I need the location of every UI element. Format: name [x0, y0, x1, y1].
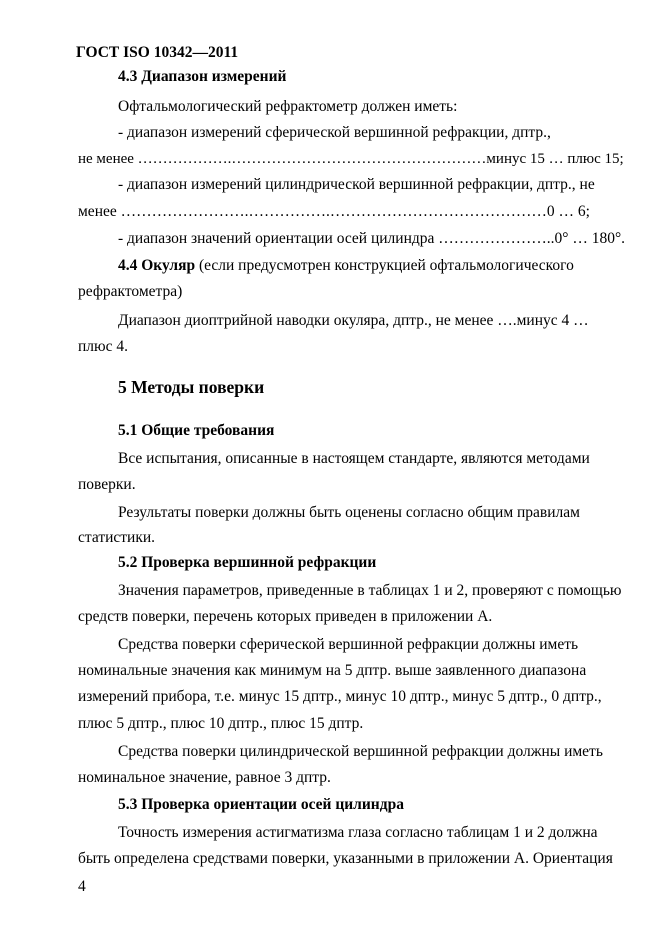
section-5-2-p1-line-2: средств поверки, перечень которых приведен в приложении А. [78, 608, 493, 625]
section-4-3-item-1-line-2: не менее ……………….……………………………………………минус 15 … плюс 15; [78, 151, 624, 167]
section-4-4-paragraph-line-2: плюс 4. [78, 338, 128, 355]
section-5-2-p2-line-1: Средства поверки сферической вершинной рефракции должны иметь [118, 636, 579, 653]
section-5-3-heading: 5.3 Проверка ориентации осей цилиндра [118, 796, 404, 813]
section-4-4-heading-rest: (если предусмотрен конструкцией офтальмологического [198, 257, 574, 274]
section-5-2-p3-line-1: Средства поверки цилиндрической вершинной рефракции должны иметь [118, 743, 603, 760]
section-5-2-p2-line-2: номинальные значения как минимум на 5 дптр. выше заявленного диапазона [78, 662, 587, 679]
section-5-heading: 5 Методы поверки [118, 377, 265, 397]
section-5-2-p2-line-4: плюс 5 дптр., плюс 10 дптр., плюс 15 дптр. [78, 715, 364, 732]
section-4-4-heading [118, 257, 628, 275]
section-5-2-heading: 5.2 Проверка вершинной рефракции [118, 554, 377, 571]
section-4-3-intro: Офтальмологический рефрактометр должен иметь: [118, 98, 458, 115]
section-4-3-item-3: - диапазон значений ориентации осей цилиндра …………………..0° … 180°. [118, 230, 626, 247]
section-5-1-p2-line-2: статистики. [78, 529, 156, 546]
section-5-1-heading: 5.1 Общие требования [118, 422, 275, 439]
section-4-4-heading-line-2: рефрактометра) [78, 283, 183, 300]
section-4-4-paragraph-line-1: Диапазон диоптрийной наводки окуляра, дптр., не менее ….минус 4 … [118, 312, 589, 329]
section-4-3-item-2-line-1: - диапазон измерений цилиндрической вершинной рефракции, дптр., не [118, 176, 595, 193]
section-4-4-heading-bold: 4.4 Окуляр [118, 257, 196, 274]
section-5-1-p1-line-1: Все испытания, описанные в настоящем стандарте, являются методами [118, 450, 590, 467]
section-5-1-p2-line-1: Результаты поверки должны быть оценены согласно общим правилам [118, 504, 580, 521]
section-4-3-item-2-line-2: менее …………………….…………….……………………………………0 … 6; [78, 203, 590, 220]
section-5-2-p3-line-2: номинальное значение, равное 3 дптр. [78, 769, 331, 786]
section-5-2-p2-line-3: измерений прибора, т.е. минус 15 дптр., минус 10 дптр., минус 5 дптр., 0 дптр., [78, 688, 602, 705]
page-header-title: ГОСТ ISO 10342—2011 [76, 44, 239, 61]
section-4-3-heading: 4.3 Диапазон измерений [118, 68, 287, 85]
section-5-1-p1-line-2: поверки. [78, 476, 136, 493]
section-5-3-p1-line-2: быть определена средствами поверки, указанными в приложении А. Ориентация [78, 850, 613, 867]
section-4-3-item-1-line-1: - диапазон измерений сферической вершинной рефракции, дптр., [118, 124, 551, 141]
section-5-3-p1-line-1: Точность измерения астигматизма глаза согласно таблицам 1 и 2 должна [118, 824, 598, 841]
section-5-2-p1-line-1: Значения параметров, приведенные в таблицах 1 и 2, проверяют с помощью [118, 582, 622, 599]
page-number: 4 [78, 878, 86, 895]
